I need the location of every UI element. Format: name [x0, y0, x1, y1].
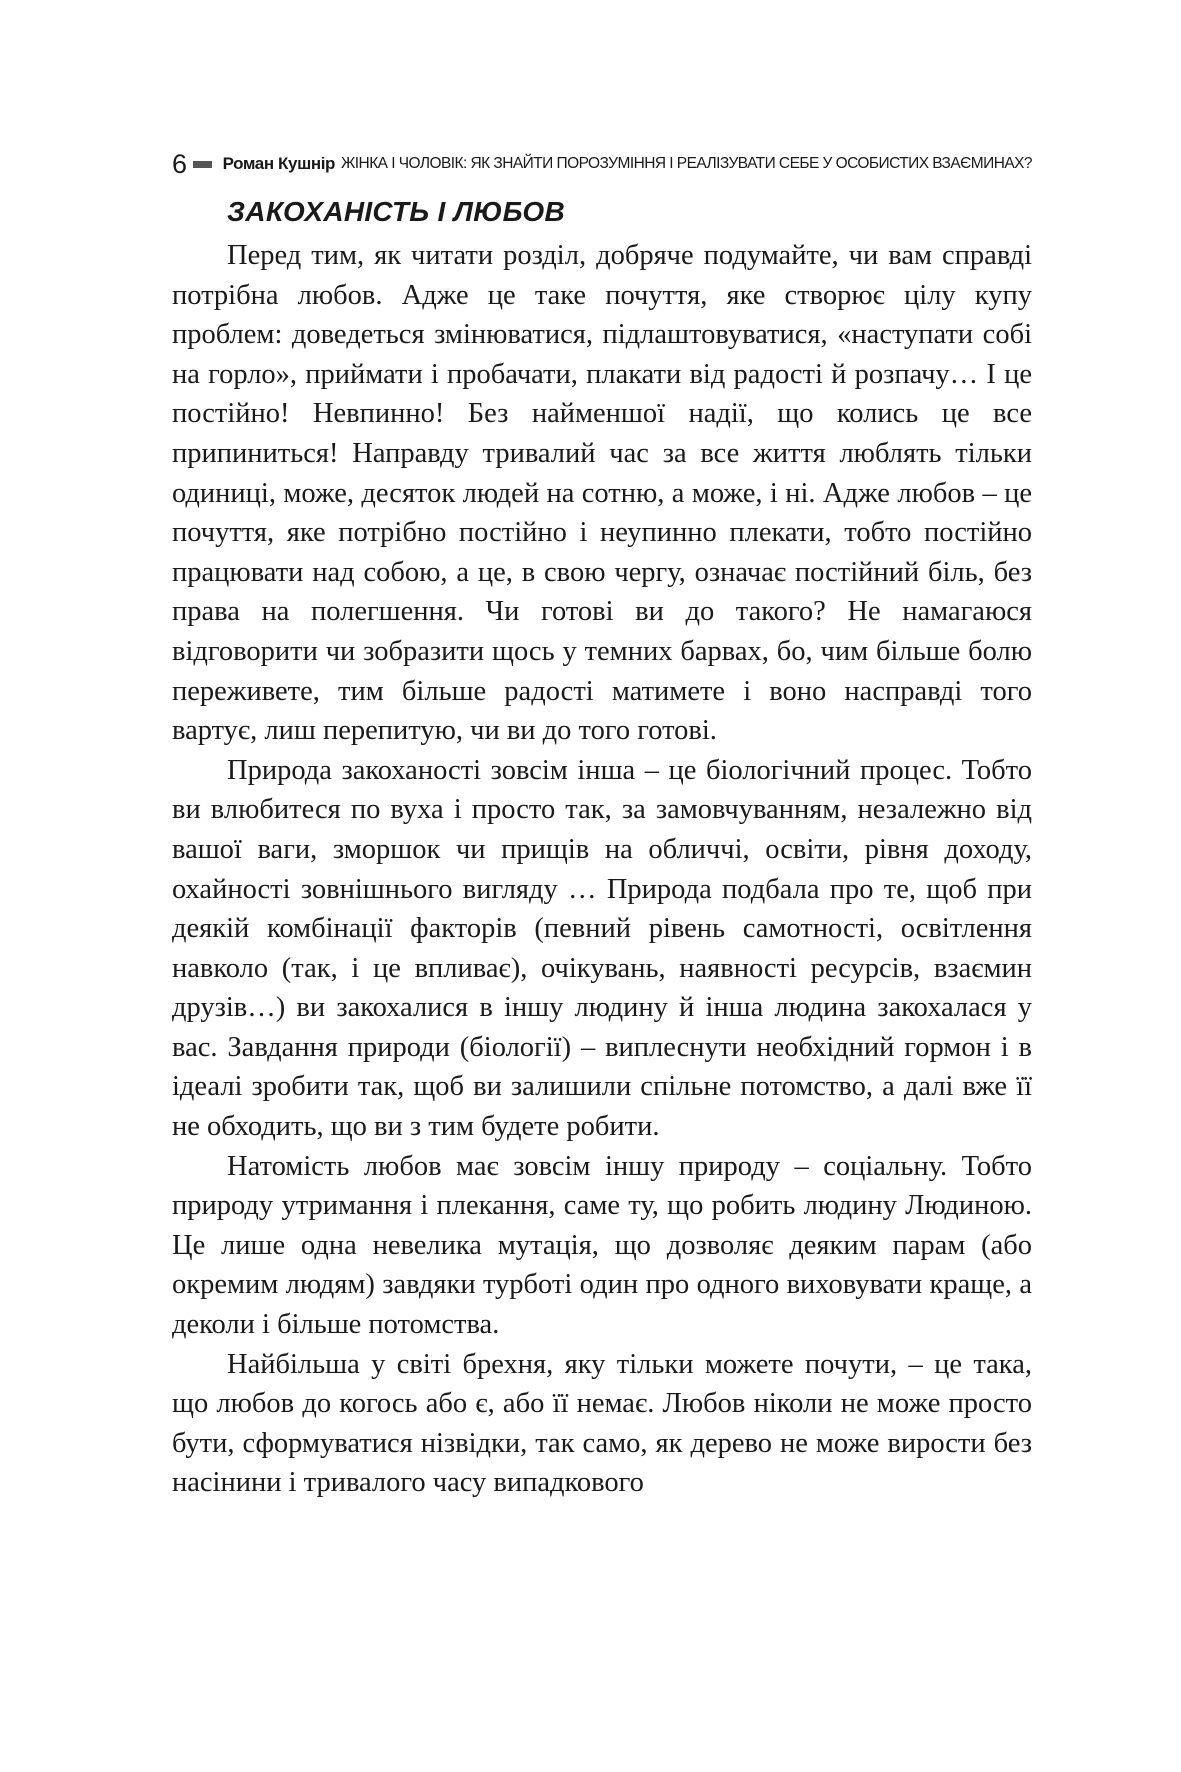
paragraph-3: Натомість любов має зовсім іншу природу – соціальну. Тобто природу утримання і плекання, саме ту, що робить людину Людиною. Це лише одна невелика мутація, що дозволяє деяким парам (або окремим людям) завдяки турботі один про одного виховувати краще, а деколи і більше потомства.	[172, 1150, 1032, 1341]
paragraph-4: Найбільша у світі брехня, яку тільки можете почути, – це така, що любов до когось або є, або її немає. Любов ніколи не може просто бути, сформуватися нізвідки, так само, як дерево не може вирости без насінини і тривалого часу випадкового	[172, 1348, 1032, 1499]
running-header	[172, 148, 1032, 180]
paragraph-1: Перед тим, як читати розділ, добряче подумайте, чи вам справді потрібна любов. Адже це таке почуття, яке створює цілу купу проблем: доведеться змінюватися, підлаштовуватися, «наступати собі на горло», приймати і пробачати, плакати від радості й розпачу… І це постійно! Невпинно! Без найменшої надії, що колись це все припиниться! Направду тривалий час за все життя люблять тільки одиниці, може, десяток людей на сотню, а може, і ні. Адже любов – це почуття, яке потрібно постійно і неупинно плекати, тобто постійно працювати над собою, а це, в свою чергу, означає постійний біль, без права на полегшення. Чи готові ви до такого? Не намагаюся відговорити чи зобразити щось у темних барвах, бо, чим більше болю переживете, тим більше радості матимете і воно насправді того вартує, лиш перепитую, чи ви до того готові.	[172, 240, 1032, 747]
chapter-title: ЗАКОХАНІСТЬ І ЛЮБОВ	[227, 196, 566, 227]
paragraph-2: Природа закоханості зовсім інша – це біологічний процес. Тобто ви влюбитеся по вуха і просто так, за замовчуванням, незалежно від вашої ваги, зморшок чи прищів на обличчі, освіти, рівня доходу, охайності зовнішнього вигляду … Природа подбала про те, щоб при деякій комбінації факторів (певний рівень самотності, освітлення навколо (так, і це впливає), очікувань, наявності ресурсів, взаємин друзів…) ви закохалися в іншу людину й інша людина закохалася у вас. Завдання природи (біології) – виплеснути необхідний гормон і в ідеалі зробити так, щоб ви залишили спільне потомство, а далі вже її не обходить, що ви з тим будете робити.	[172, 754, 1032, 1143]
header-book-title: ЖІНКА І ЧОЛОВІК: ЯК ЗНАЙТИ ПОРОЗУМІННЯ І РЕАЛІЗУВАТИ СЕБЕ У ОСОБИСТИХ ВЗАЄМИНАХ?	[341, 155, 1032, 172]
body-text	[172, 236, 1032, 1503]
header-author: Роман Кушнір	[222, 154, 336, 173]
header-rule	[193, 161, 212, 168]
page-number: 6	[172, 148, 188, 179]
